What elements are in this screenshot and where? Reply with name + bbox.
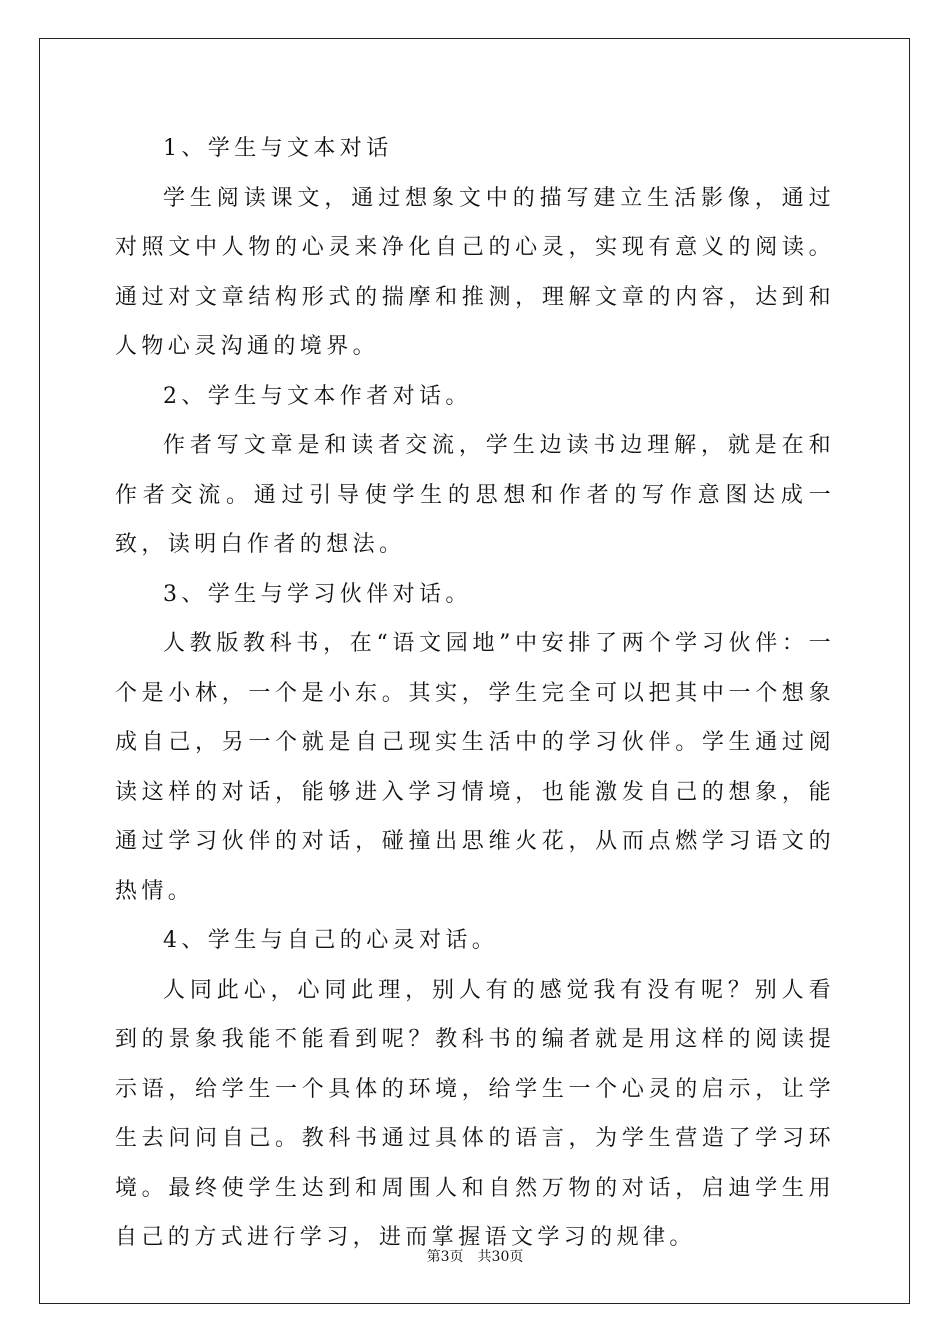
page-footer xyxy=(0,1246,950,1266)
heading-2: 2、学生与文本作者对话。 xyxy=(163,383,472,409)
paragraph-1: 学生阅读课文，通过想象文中的描写建立生活影像，通过对照文中人物的心灵来净化自己的心灵，实现有意义的阅读。通过对文章结构形式的揣摩和推测，理解文章的内容，达到和人物心灵沟通的境界。 xyxy=(115,185,835,359)
page-number: 第3页 xyxy=(426,1249,464,1265)
document-body xyxy=(115,124,835,1263)
paragraph-2: 作者写文章是和读者交流，学生边读书边理解，就是在和作者交流。通过引导使学生的思想和作者的写作意图达成一致，读明白作者的想法。 xyxy=(115,433,835,557)
paragraph-3: 人教版教科书，在“语文园地”中安排了两个学习伙伴：一个是小林，一个是小东。其实，学生完全可以把其中一个想象成自己，另一个就是自己现实生活中的学习伙伴。学生通过阅读这样的对话，能够进入学习情境，也能激发自己的想象，能通过学习伙伴的对话，碰撞出思维火花，从而点燃学习语文的热情。 xyxy=(115,631,835,904)
paragraph-4: 人同此心，心同此理，别人有的感觉我有没有呢？别人看到的景象我能不能看到呢？教科书的编者就是用这样的阅读提示语，给学生一个具体的环境，给学生一个心灵的启示，让学生去问问自己。教科书通过具体的语言，为学生营造了学习环境。最终使学生达到和周围人和自然万物的对话，启迪学生用自己的方式进行学习，进而掌握语文学习的规律。 xyxy=(115,977,835,1250)
page-total: 共30页 xyxy=(477,1249,524,1265)
heading-1: 1、学生与文本对话 xyxy=(163,136,393,161)
heading-4: 4、学生与自己的心灵对话。 xyxy=(163,928,499,953)
heading-3: 3、学生与学习伙伴对话。 xyxy=(163,581,472,607)
